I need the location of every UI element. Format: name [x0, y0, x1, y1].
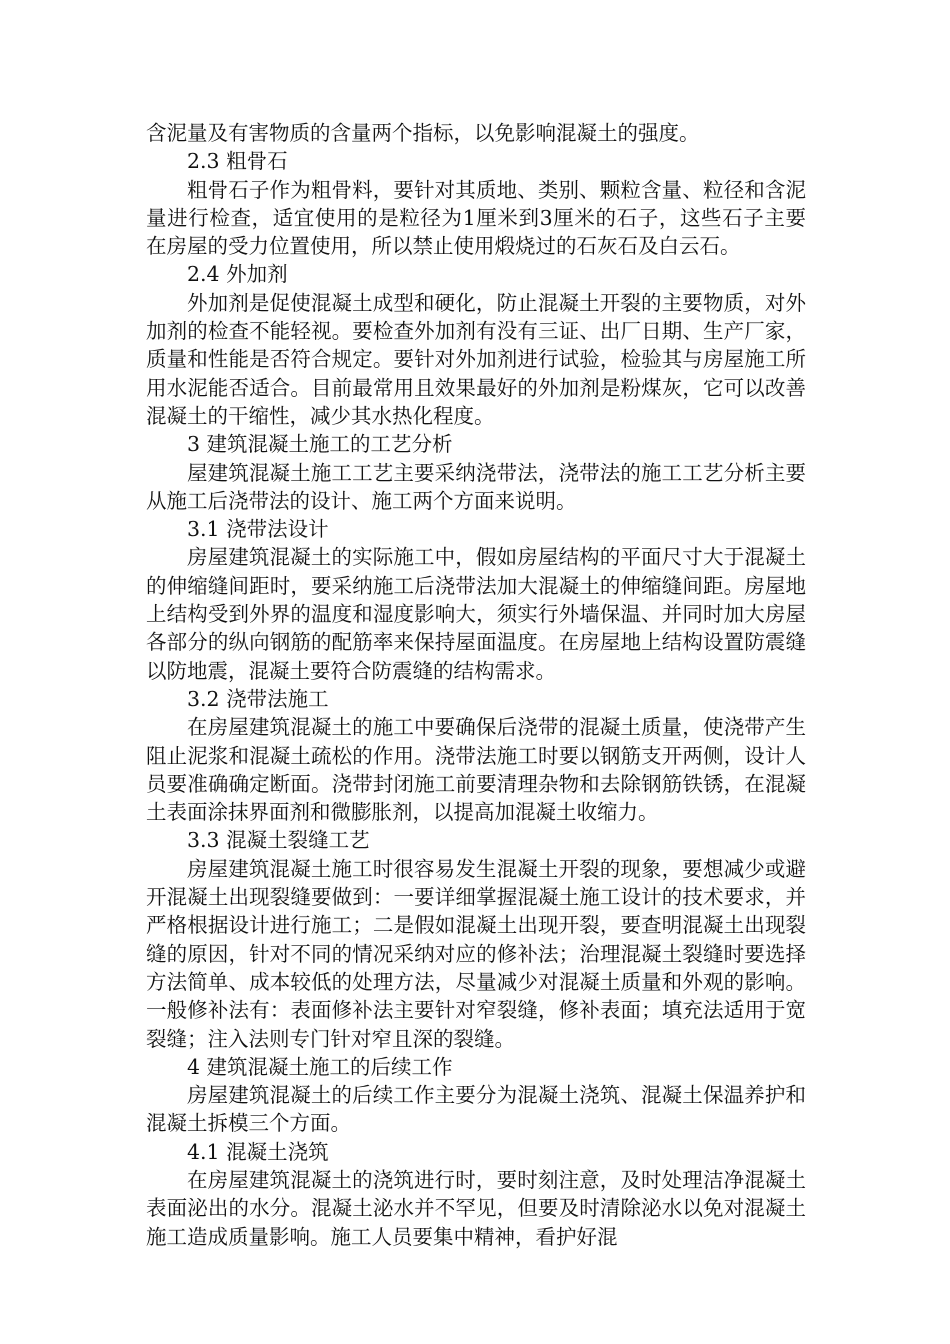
section-heading-2-4: 2.4 外加剂 — [187, 262, 288, 287]
paragraph-crack-process: 房屋建筑混凝土施工时很容易发生混凝土开裂的现象，要想减少或避开混凝土出现裂缝要做到：一要详细掌握混凝土施工设计的技术要求，并严格根据设计进行施工；二是假如混凝土出现开裂，要查明混凝土出现裂缝的原因，针对不同的情况采纳对应的修补法；治理混凝土裂缝时要选择方法简单、成本较低的处理方法，尽量减少对混凝土质量和外观的影响。一般修补法有：表面修补法主要针对窄裂缝，修补表面；填充法适用于宽裂缝；注入法则专门针对窄且深的裂缝。 — [146, 856, 806, 1051]
paragraph-coarse-aggregate: 粗骨石子作为粗骨料，要针对其质地、类别、颗粒含量、粒径和含泥量进行检查，适宜使用的是粒径为1厘米到3厘米的石子，这些石子主要在房屋的受力位置使用，所以禁止使用煅烧过的石灰石及白云石。 — [146, 177, 806, 259]
section-heading-4-1: 4.1 混凝土浇筑 — [187, 1139, 329, 1164]
document-page — [146, 119, 806, 1251]
paragraph-continuation: 含泥量及有害物质的含量两个指标，以免影响混凝土的强度。 — [146, 121, 700, 145]
section-heading-3-1: 3.1 浇带法设计 — [187, 517, 329, 542]
paragraph-process-intro: 屋建筑混凝土施工工艺主要采纳浇带法，浇带法的施工工艺分析主要从施工后浇带法的设计、施工两个方面来说明。 — [146, 460, 806, 513]
section-heading-3-2: 3.2 浇带法施工 — [187, 686, 329, 711]
paragraph-strip-construction: 在房屋建筑混凝土的施工中要确保后浇带的混凝土质量，使浇带产生阻止泥浆和混凝土疏松的作用。浇带法施工时要以钢筋支开两侧，设计人员要准确确定断面。浇带封闭施工前要清理杂物和去除钢筋铁锈，在混凝土表面涂抹界面剂和微膨胀剂，以提高加混凝土收缩力。 — [146, 715, 806, 825]
paragraph-pouring: 在房屋建筑混凝土的浇筑进行时，要时刻注意，及时处理洁净混凝土表面泌出的水分。混凝土泌水并不罕见，但要及时清除泌水以免对混凝土施工造成质量影响。施工人员要集中精神，看护好混 — [146, 1167, 806, 1249]
section-heading-2-3: 2.3 粗骨石 — [187, 149, 288, 174]
section-heading-3-3: 3.3 混凝土裂缝工艺 — [187, 828, 370, 853]
paragraph-admixture: 外加剂是促使混凝土成型和硬化，防止混凝土开裂的主要物质，对外加剂的检查不能轻视。要检查外加剂有没有三证、出厂日期、生产厂家，质量和性能是否符合规定。要针对外加剂进行试验，检验其与房屋施工所用水泥能否适合。目前最常用且效果最好的外加剂是粉煤灰，它可以改善混凝土的干缩性，减少其水热化程度。 — [146, 290, 806, 428]
paragraph-followup-intro: 房屋建筑混凝土的后续工作主要分为混凝土浇筑、混凝土保温养护和混凝土拆模三个方面。 — [146, 1083, 806, 1136]
section-heading-4: 4 建筑混凝土施工的后续工作 — [187, 1054, 453, 1079]
section-heading-3: 3 建筑混凝土施工的工艺分析 — [187, 432, 453, 457]
paragraph-strip-design: 房屋建筑混凝土的实际施工中，假如房屋结构的平面尺寸大于混凝土的伸缩缝间距时，要采纳施工后浇带法加大混凝土的伸缩缝间距。房屋地上结构受到外界的温度和湿度影响大，须实行外墙保温、并同时加大房屋各部分的纵向钢筋的配筋率来保持屋面温度。在房屋地上结构设置防震缝以防地震，混凝土要符合防震缝的结构需求。 — [146, 545, 806, 683]
